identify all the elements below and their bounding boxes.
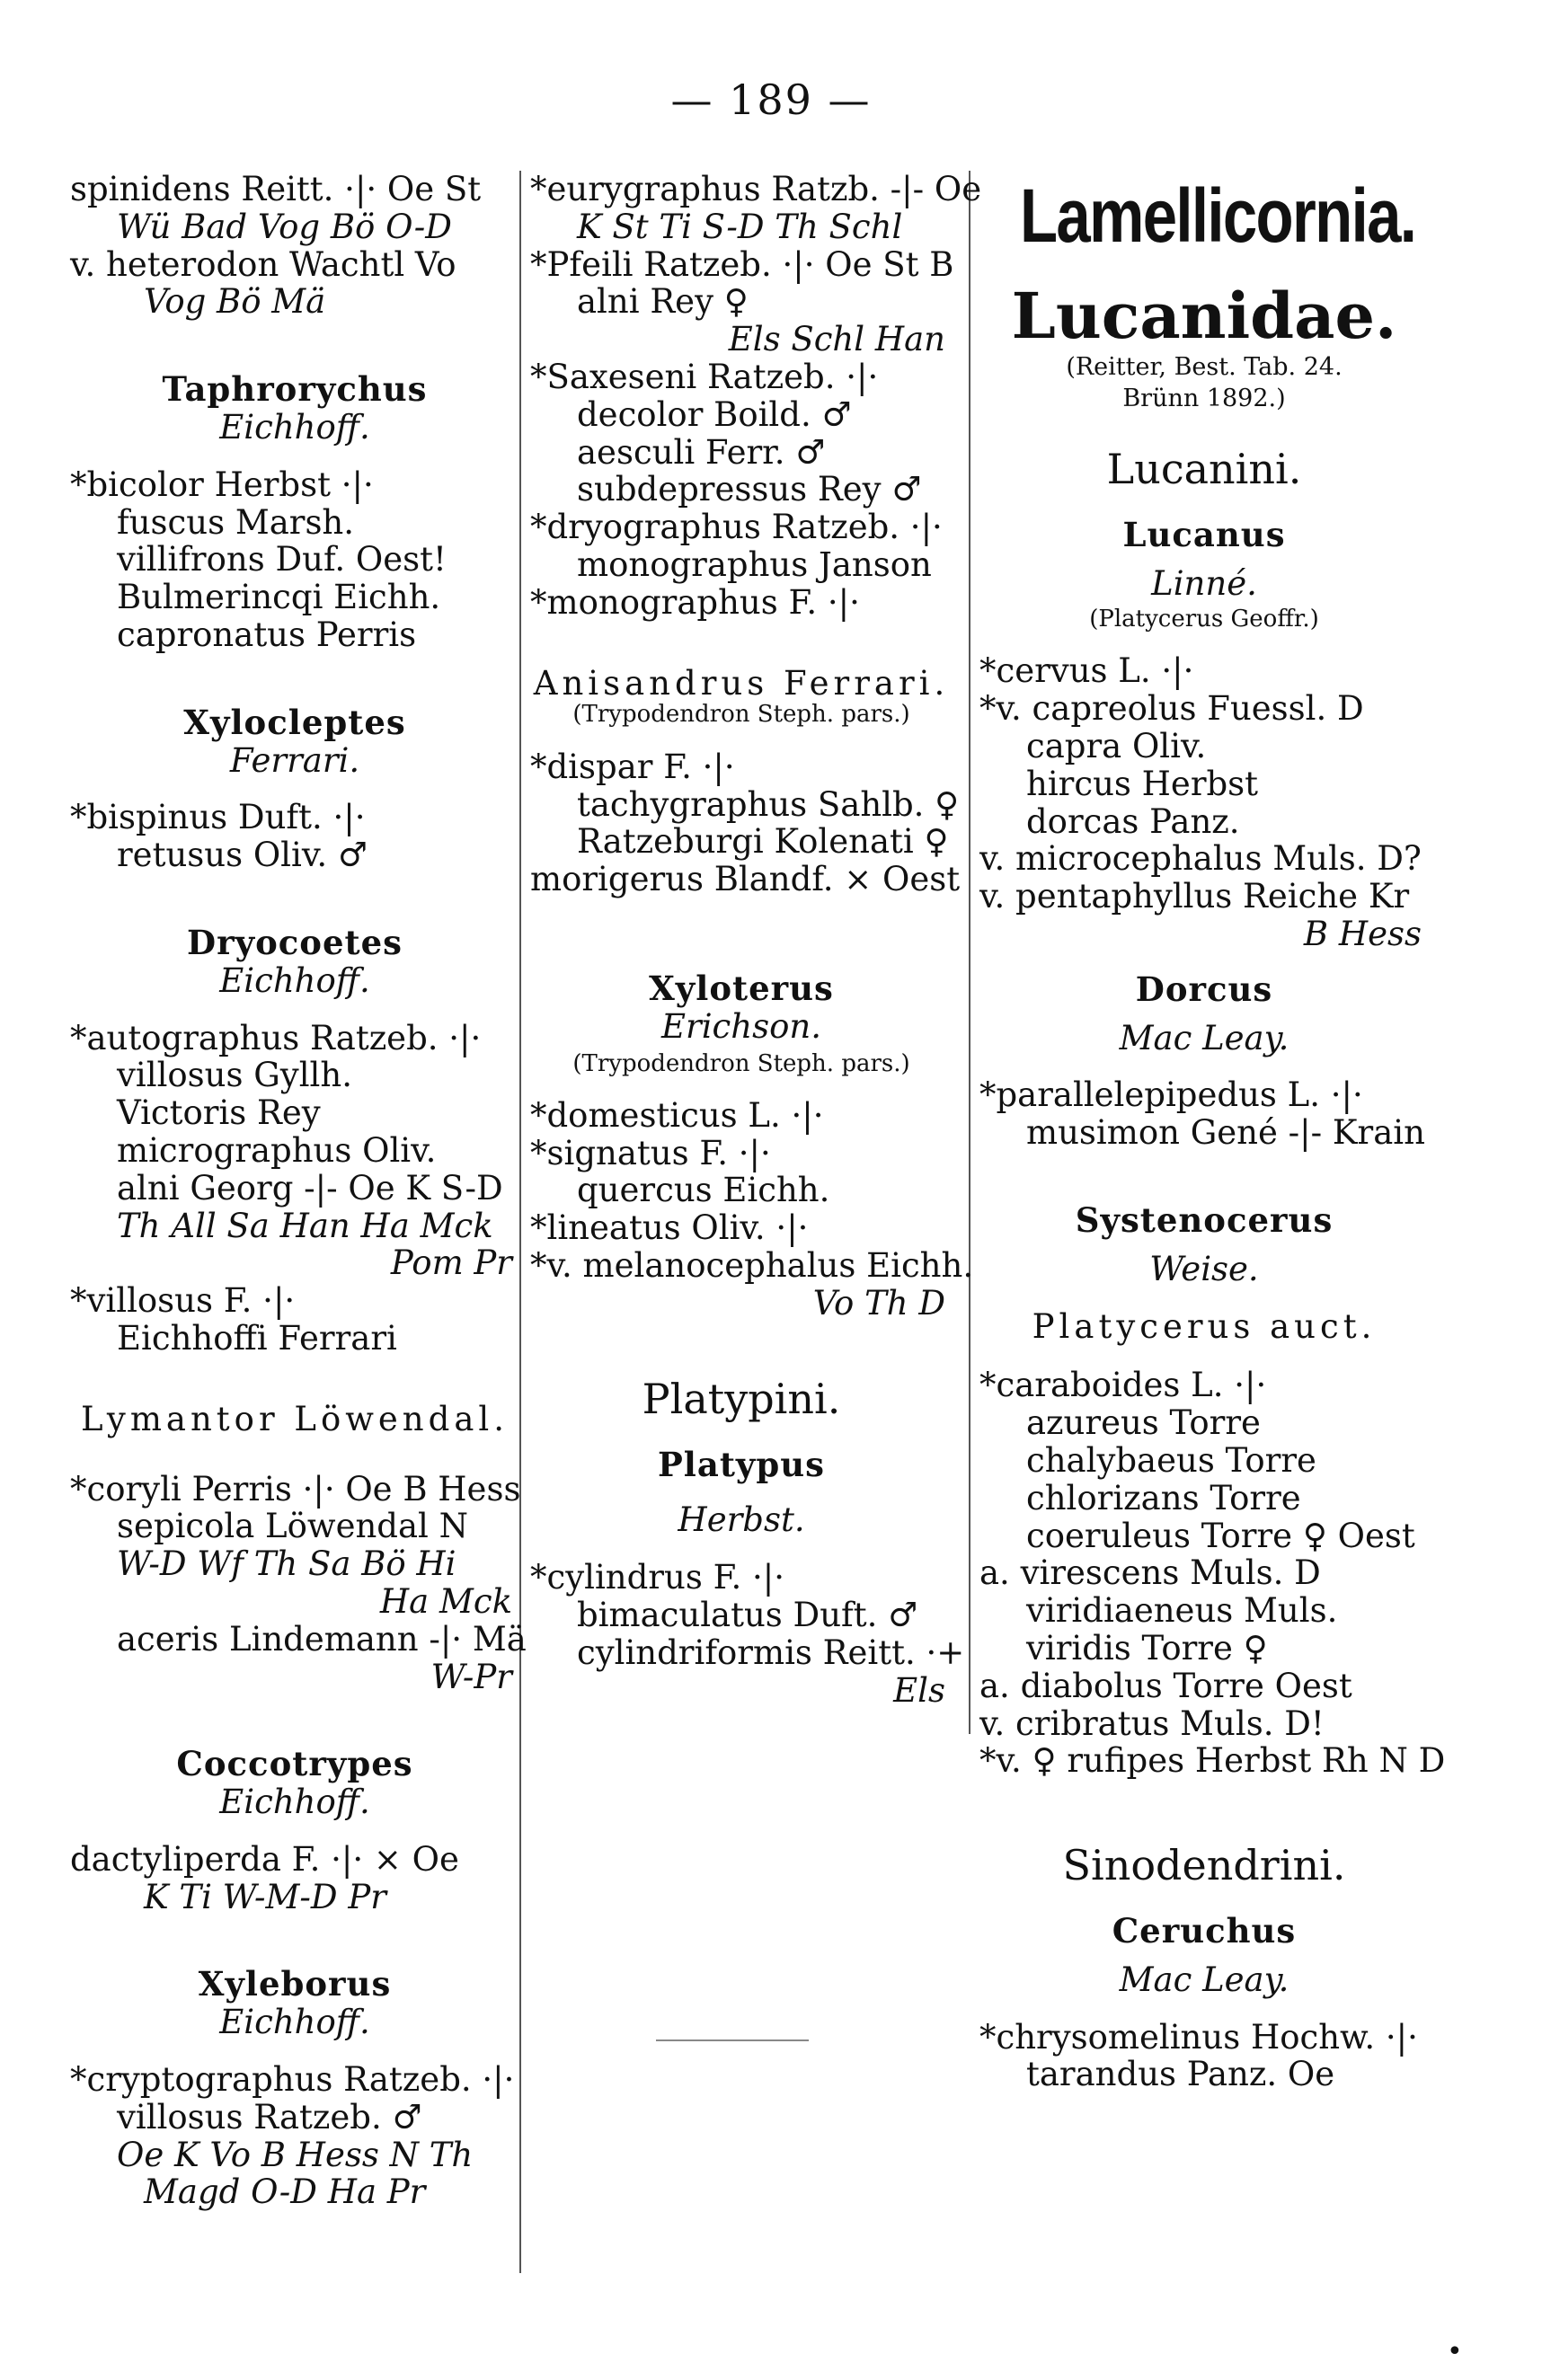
genus-author: Eichhoff.	[219, 1783, 370, 1822]
species-line: *cryptographus Ratzeb. ·|·	[70, 2060, 515, 2100]
family-note-line: (Reitter, Best. Tab. 24.	[1066, 353, 1343, 382]
species-line: *dryographus Ratzeb. ·|·	[530, 508, 943, 547]
species-line: *bicolor Herbst ·|·	[70, 464, 374, 504]
synonym-line: cylindriformis Reitt. ·+	[577, 1632, 965, 1672]
synonym-line: micrographus Oliv.	[117, 1130, 437, 1170]
genus-note: (Trypodendron Steph. pars.)	[572, 701, 910, 729]
synonym-line: villosus Gyllh.	[117, 1056, 352, 1095]
species-line: *domesticus L. ·|·	[530, 1095, 824, 1135]
distribution-line: W-Pr	[430, 1657, 512, 1696]
genus-heading: Lymantor Löwendal.	[81, 1399, 509, 1438]
species-line: *monographus F. ·|·	[530, 582, 860, 622]
aberration-line: a. diabolus Torre Oest	[979, 1666, 1352, 1705]
genus-heading: Taphrorychus	[162, 369, 428, 410]
distribution-line: K Ti W-M-D Pr	[144, 1877, 386, 1916]
genus-author: Mac Leay.	[1119, 1018, 1289, 1057]
species-line: *caraboides L. ·|·	[979, 1366, 1267, 1405]
synonym-line: villifrons Duf. Oest!	[117, 540, 447, 580]
variety-line: v. pentaphyllus Reiche Kr	[979, 877, 1410, 916]
species-line: *parallelepipedus L. ·|·	[979, 1075, 1363, 1115]
synonym-line: chlorizans Torre	[1026, 1478, 1301, 1517]
synonym-line: alni Georg -|- Oe K S-D	[117, 1168, 503, 1208]
species-line: dactyliperda F. ·|· ⨯ Oe	[70, 1839, 459, 1879]
species-line: *coryli Perris ·|· Oe B Hess	[70, 1469, 521, 1509]
species-line: *villosus F. ·|·	[70, 1281, 296, 1321]
synonym-line: capronatus Perris	[117, 615, 417, 654]
genus-author: Mac Leay.	[1119, 1960, 1289, 1999]
species-line: *Pfeili Ratzeb. ·|· Oe St B	[530, 244, 954, 284]
column-middle	[530, 170, 982, 1710]
genus-note: (Platycerus Geoffr.)	[1089, 606, 1319, 633]
synonym-line: morigerus Blandf. ⨯ Oest	[530, 860, 961, 899]
synonym-line: fuscus Marsh.	[117, 502, 355, 542]
synonym-line: aceris Lindemann -|· Mä	[117, 1619, 527, 1659]
species-line: *lineatus Oliv. ·|·	[530, 1208, 809, 1248]
distribution-line: Vo Th D	[812, 1283, 945, 1323]
species-line: *chrysomelinus Hochw. ·|·	[979, 2017, 1418, 2057]
tribe-heading: Platypini.	[642, 1374, 841, 1423]
genus-heading: Systenocerus	[1075, 1199, 1334, 1240]
synonym-line: sepicola Löwendal N	[117, 1507, 469, 1546]
genus-author: Linné.	[1151, 564, 1257, 604]
variety-line: v. microcephalus Muls. D?	[979, 839, 1422, 879]
genus-author: Eichhoff.	[219, 960, 370, 1000]
distribution-line: W-D Wf Th Sa Bö Hi	[117, 1544, 456, 1584]
genus-author: Weise.	[1149, 1249, 1259, 1288]
synonym-line: Eichhoffi Ferrari	[117, 1318, 397, 1358]
synonym-line: coeruleus Torre ♀ Oest	[1026, 1516, 1415, 1555]
synonym-line: decolor Boild. ♂	[577, 394, 852, 434]
species-line: *signatus F. ·|·	[530, 1133, 771, 1172]
synonym-line: Bulmerincqi Eichh.	[117, 578, 441, 617]
entry-line: v. heterodon Wachtl Vo	[70, 244, 456, 284]
distribution-line: Magd O-D Ha Pr	[144, 2172, 426, 2212]
synonym-line: azureus Torre	[1026, 1403, 1261, 1443]
genus-heading: Ceruchus	[1112, 1911, 1297, 1951]
genus-heading: Dorcus	[1135, 969, 1273, 1009]
distribution-line: Vog Bö Mä	[144, 282, 326, 322]
synonym-line: alni Rey ♀	[577, 282, 749, 322]
tribe-heading: Sinodendrini.	[1062, 1841, 1346, 1890]
distribution-line: Pom Pr	[390, 1243, 512, 1283]
genus-heading: Anisandrus Ferrari.	[533, 663, 950, 703]
synonym-line: hircus Herbst	[1026, 764, 1259, 803]
aberration-line: a. virescens Muls. D	[979, 1553, 1321, 1593]
print-mark: •	[1447, 2336, 1463, 2367]
genus-heading: Dryocoetes	[187, 922, 403, 962]
species-line: *eurygraphus Ratzb. -|- Oe	[530, 170, 982, 208]
distribution-line: K St Ti S-D Th Schl	[577, 207, 903, 246]
synonym-line: tarandus Panz. Oe	[1026, 2055, 1335, 2094]
synonym-line: villosus Ratzeb. ♂	[117, 2097, 422, 2137]
synonym-line: subdepressus Rey ♂	[577, 470, 922, 509]
distribution-line: Th All Sa Han Ha Mck	[117, 1206, 493, 1245]
synonym-line: bimaculatus Duft. ♂	[577, 1596, 918, 1635]
distribution-line: Els	[893, 1670, 945, 1710]
family-note	[979, 351, 1429, 414]
genus-author: Eichhoff.	[219, 407, 370, 447]
variety-line: *v. melanocephalus Eichh.	[530, 1246, 974, 1286]
column-rule-right	[969, 171, 970, 1734]
species-line: *dispar F. ·|·	[530, 747, 735, 786]
variety-line: *v. ♀ rufipes Herbst Rh N D	[979, 1741, 1446, 1781]
variety-line: *v. capreolus Fuessl. D	[979, 689, 1364, 729]
column-right	[979, 171, 1446, 2094]
genus-note: (Trypodendron Steph. pars.)	[572, 1049, 910, 1077]
synonym-line: retusus Oliv. ♂	[117, 836, 368, 875]
distribution-line: Els Schl Han	[728, 320, 945, 359]
synonym-line: musimon Gené -|- Krain	[1026, 1113, 1425, 1153]
genus-heading: Platycerus auct.	[1032, 1306, 1377, 1346]
column-rule-left	[519, 171, 521, 2273]
entry-line: spinidens Reitt. ·|· Oe St	[70, 170, 482, 208]
species-line: *autographus Ratzeb. ·|·	[70, 1018, 482, 1057]
distribution-line: Ha Mck	[379, 1581, 512, 1621]
genus-author: Herbst.	[678, 1500, 805, 1540]
synonym-line: quercus Eichh.	[577, 1171, 830, 1210]
superfamily-heading: Lamellicornia.	[1020, 173, 1416, 258]
distribution-line: Wü Bad Vog Bö O-D	[117, 207, 452, 246]
species-line: *cervus L. ·|·	[979, 651, 1194, 691]
genus-heading: Platypus	[657, 1444, 826, 1484]
genus-heading: Xylocleptes	[183, 702, 406, 742]
synonym-line: viridiaeneus Muls.	[1026, 1591, 1338, 1631]
genus-heading: Xyleborus	[198, 1964, 392, 2004]
separator-line	[656, 2039, 809, 2041]
synonym-line: tachygraphus Sahlb. ♀	[577, 784, 960, 824]
species-line: *cylindrus F. ·|·	[530, 1558, 784, 1597]
family-heading: Lucanidae.	[1011, 279, 1397, 354]
family-note-line: Brünn 1892.)	[1122, 385, 1286, 413]
synonym-line: Ratzeburgi Kolenati ♀	[577, 822, 949, 862]
genus-heading: Lucanus	[1122, 515, 1286, 555]
distribution-line: Oe K Vo B Hess N Th	[117, 2135, 474, 2174]
synonym-line: chalybaeus Torre	[1026, 1440, 1316, 1480]
synonym-line: Victoris Rey	[117, 1093, 321, 1133]
genus-heading: Coccotrypes	[176, 1744, 413, 1784]
genus-author: Eichhoff.	[219, 2003, 370, 2042]
synonym-line: aesculi Ferr. ♂	[577, 432, 826, 472]
synonym-line: dorcas Panz.	[1026, 801, 1240, 841]
tribe-heading: Lucanini.	[1106, 445, 1302, 494]
genus-author: Ferrari.	[229, 740, 360, 780]
variety-line: v. cribratus Muls. D!	[979, 1703, 1325, 1743]
column-left	[70, 170, 527, 2212]
species-line: *bispinus Duft. ·|·	[70, 798, 366, 837]
genus-heading: Xyloterus	[649, 968, 834, 1008]
page-number: — 189 —	[670, 75, 872, 124]
distribution-line: B Hess	[1303, 914, 1422, 953]
synonym-line: capra Oliv.	[1026, 727, 1207, 765]
species-line: *Saxeseni Ratzeb. ·|·	[530, 357, 879, 396]
synonym-line: monographus Janson	[577, 544, 932, 584]
genus-author: Erichson.	[661, 1006, 821, 1046]
synonym-line: viridis Torre ♀	[1026, 1628, 1268, 1668]
